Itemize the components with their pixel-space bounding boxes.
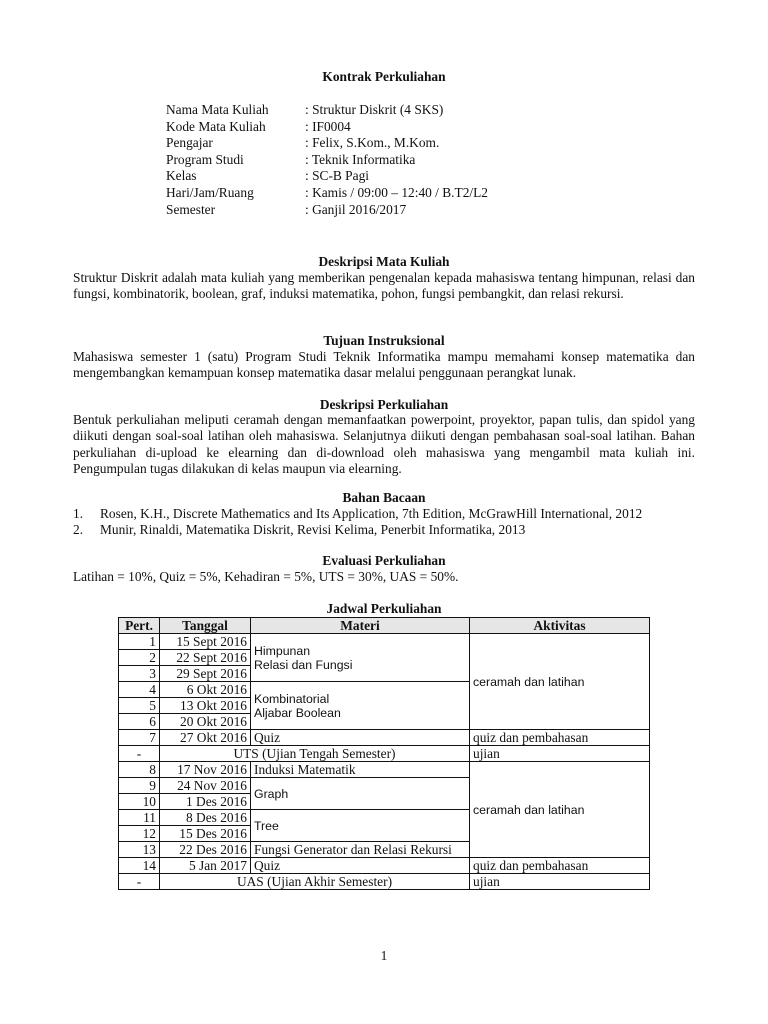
cell-date: 24 Nov 2016	[160, 778, 251, 794]
cell-aktivitas: ujian	[470, 746, 650, 762]
cell-date: 22 Sept 2016	[160, 650, 251, 666]
cell-pert: 8	[119, 762, 160, 778]
cell-date: 15 Des 2016	[160, 826, 251, 842]
info-row-semester	[166, 202, 488, 219]
cell-materi: Quiz	[251, 730, 470, 746]
info-label: Pengajar	[166, 135, 213, 151]
heading-deskripsi-perkuliahan: Deskripsi Perkuliahan	[319, 397, 449, 412]
cell-exam: UTS (Ujian Tengah Semester)	[160, 746, 470, 762]
cell-materi: Induksi Matematik	[251, 762, 470, 778]
cell-pert: 5	[119, 698, 160, 714]
cell-date: 17 Nov 2016	[160, 762, 251, 778]
cell-pert: 7	[119, 730, 160, 746]
cell-materi: Quiz	[251, 858, 470, 874]
cell-materi: Fungsi Generator dan Relasi Rekursi	[251, 842, 470, 858]
table-row	[119, 634, 650, 650]
cell-pert: 14	[119, 858, 160, 874]
cell-aktivitas: quiz dan pembahasan	[470, 730, 650, 746]
reference-text: Rosen, K.H., Discrete Mathematics and Its Application, 7th Edition, McGrawHill International, 2012	[100, 506, 643, 521]
cell-date: 8 Des 2016	[160, 810, 251, 826]
list-number: 1.	[73, 506, 84, 521]
cell-pert: 12	[119, 826, 160, 842]
cell-date: 15 Sept 2016	[160, 634, 251, 650]
cell-pert: 10	[119, 794, 160, 810]
cell-materi: Tree	[251, 810, 470, 842]
cell-date: 22 Des 2016	[160, 842, 251, 858]
column-header-tanggal: Tanggal	[160, 618, 251, 634]
page-title: Kontrak Perkuliahan	[322, 69, 446, 84]
heading-bahan-bacaan: Bahan Bacaan	[342, 490, 426, 505]
cell-date: 1 Des 2016	[160, 794, 251, 810]
cell-aktivitas: ceramah dan latihan	[470, 634, 650, 730]
cell-pert: -	[119, 874, 160, 890]
info-row-jadwal	[166, 185, 488, 202]
cell-date: 29 Sept 2016	[160, 666, 251, 682]
cell-materi: Graph	[251, 778, 470, 810]
info-label: Kelas	[166, 168, 197, 184]
cell-aktivitas: ceramah dan latihan	[470, 762, 650, 858]
column-header-pert: Pert.	[119, 618, 160, 634]
info-label: Hari/Jam/Ruang	[166, 184, 254, 200]
cell-pert: 2	[119, 650, 160, 666]
materi-line: Himpunan	[254, 643, 311, 658]
cell-pert: 11	[119, 810, 160, 826]
reference-text: Munir, Rinaldi, Matematika Diskrit, Revisi Kelima, Penerbit Informatika, 2013	[100, 522, 526, 538]
info-row-nama	[166, 102, 488, 119]
cell-pert: -	[119, 746, 160, 762]
course-info	[166, 102, 488, 218]
paragraph-deskripsi-perkuliahan: Bentuk perkuliahan meliputi ceramah dengan memanfaatkan powerpoint, proyektor, papan tulis, dan spidol yang diikuti dengan soal-soal latihan oleh mahasiswa. Selanjutnya diikuti dengan pembahasan soal-soal latihan. Bahan perkuliahan di-upload ke elearning dan di-download oleh mahasiswa yang mengambil mata kuliah ini. Pengumpulan tugas dilakukan di kelas maupun via elearning.	[73, 412, 695, 477]
table-header-row	[119, 618, 650, 634]
info-label: Kode Mata Kuliah	[166, 118, 266, 134]
evaluation-text: Latihan = 10%, Quiz = 5%, Kehadiran = 5%, UTS = 30%, UAS = 50%.	[73, 569, 459, 584]
info-value: : Kamis / 09:00 – 12:40 / B.T2/L2	[305, 184, 489, 200]
info-value: : Struktur Diskrit (4 SKS)	[305, 102, 444, 117]
column-header-aktivitas: Aktivitas	[470, 618, 650, 634]
info-label: Program Studi	[166, 151, 244, 167]
cell-pert: 9	[119, 778, 160, 794]
paragraph-tujuan-instruksional: Mahasiswa semester 1 (satu) Program Studi Teknik Informatika mampu memahami konsep matematika dan mengembangkan kemampuan konsep matematika dasar melalui penggunaan perangkat lunak.	[73, 349, 695, 381]
cell-pert: 6	[119, 714, 160, 730]
info-value: : Felix, S.Kom., M.Kom.	[305, 135, 440, 151]
info-row-pengajar	[166, 135, 488, 152]
info-value: : Ganjil 2016/2017	[305, 201, 407, 217]
list-item	[73, 522, 713, 538]
info-row-kelas	[166, 168, 488, 185]
cell-date: 13 Okt 2016	[160, 698, 251, 714]
info-value: : SC-B Pagi	[305, 168, 369, 184]
cell-date: 27 Okt 2016	[160, 730, 251, 746]
heading-jadwal-perkuliahan: Jadwal Perkuliahan	[326, 601, 442, 616]
cell-pert: 3	[119, 666, 160, 682]
list-number: 2.	[73, 522, 84, 538]
table-row	[119, 858, 650, 874]
page-number: 1	[380, 948, 388, 963]
heading-tujuan-instruksional: Tujuan Instruksional	[323, 333, 445, 348]
cell-aktivitas: ujian	[470, 874, 650, 890]
materi-line: Aljabar Boolean	[254, 705, 341, 720]
table-row	[119, 730, 650, 746]
cell-date: 6 Okt 2016	[160, 682, 251, 698]
info-value: : IF0004	[305, 118, 351, 134]
table-row-uas	[119, 874, 650, 890]
column-header-materi: Materi	[251, 618, 470, 634]
cell-aktivitas: quiz dan pembahasan	[470, 858, 650, 874]
cell-exam: UAS (Ujian Akhir Semester)	[160, 874, 470, 890]
cell-materi	[251, 634, 470, 682]
info-row-prodi	[166, 152, 488, 169]
cell-pert: 1	[119, 634, 160, 650]
cell-pert: 4	[119, 682, 160, 698]
cell-pert: 13	[119, 842, 160, 858]
materi-line: Relasi dan Fungsi	[254, 657, 353, 672]
table-row	[119, 762, 650, 778]
heading-deskripsi-mata-kuliah: Deskripsi Mata Kuliah	[318, 254, 450, 269]
heading-evaluasi-perkuliahan: Evaluasi Perkuliahan	[322, 553, 446, 568]
paragraph-deskripsi-mata-kuliah: Struktur Diskrit adalah mata kuliah yang memberikan pengenalan kepada mahasiswa tentang himpunan, relasi dan fungsi, kombinatorik, boolean, graf, induksi matematika, pohon, fungsi pembangkit, dan relasi rekursi.	[73, 270, 695, 302]
cell-date: 20 Okt 2016	[160, 714, 251, 730]
reference-list	[73, 506, 713, 538]
cell-date: 5 Jan 2017	[160, 858, 251, 874]
info-value: : Teknik Informatika	[305, 151, 416, 167]
info-label: Nama Mata Kuliah	[166, 102, 269, 117]
materi-line: Kombinatorial	[254, 691, 330, 706]
table-row-uts	[119, 746, 650, 762]
cell-materi	[251, 682, 470, 730]
info-label: Semester	[166, 201, 216, 217]
schedule-table	[118, 617, 650, 890]
list-item	[73, 506, 713, 522]
info-row-kode	[166, 119, 488, 136]
